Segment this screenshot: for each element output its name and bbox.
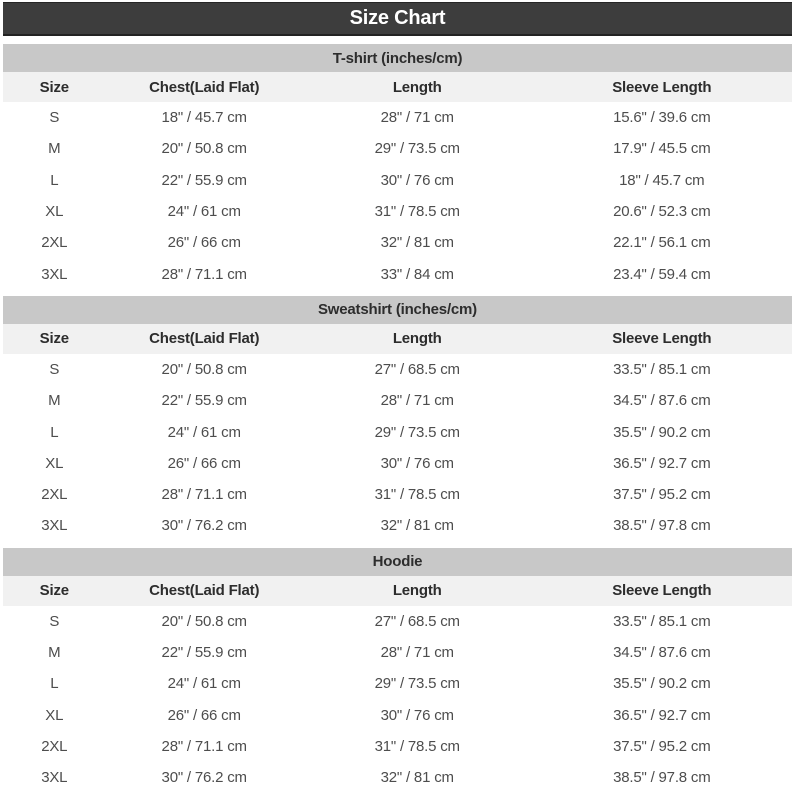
section-title-band bbox=[3, 44, 792, 72]
length-cell: 32" / 81 cm bbox=[380, 234, 454, 252]
length-cell: 27" / 68.5 cm bbox=[374, 360, 460, 378]
length-cell: 31" / 78.5 cm bbox=[374, 203, 460, 221]
chest-cell: 28" / 71.1 cm bbox=[161, 486, 247, 504]
table-row bbox=[3, 133, 792, 164]
chest-cell: 26" / 66 cm bbox=[167, 234, 241, 252]
chest-cell: 28" / 71.1 cm bbox=[161, 265, 247, 283]
table-row bbox=[3, 416, 792, 447]
sleeve-cell: 33.5" / 85.1 cm bbox=[613, 612, 711, 630]
length-cell: 28" / 71 cm bbox=[380, 644, 454, 661]
table-row bbox=[3, 227, 792, 258]
chest-cell: 24" / 61 cm bbox=[167, 203, 241, 221]
table-row bbox=[3, 731, 792, 762]
table-row bbox=[3, 102, 792, 133]
size-cell: L bbox=[50, 423, 59, 441]
chest-cell: 20" / 50.8 cm bbox=[161, 360, 247, 378]
sleeve-cell: 35.5" / 90.2 cm bbox=[613, 423, 711, 441]
size-table-section bbox=[3, 296, 792, 542]
size-table bbox=[3, 324, 792, 542]
length-cell: 27" / 68.5 cm bbox=[374, 612, 460, 630]
sleeve-cell: 38.5" / 97.8 cm bbox=[613, 517, 711, 535]
section-title: Sweatshirt (inches/cm) bbox=[318, 301, 477, 319]
table-row bbox=[3, 699, 792, 730]
chest-column-header: Chest(Laid Flat) bbox=[149, 582, 260, 600]
length-cell: 29" / 73.5 cm bbox=[374, 675, 460, 693]
page-title: Size Chart bbox=[349, 7, 446, 29]
sleeve-cell: 35.5" / 90.2 cm bbox=[613, 675, 711, 693]
section-title: Hoodie bbox=[372, 553, 423, 571]
size-cell: S bbox=[49, 612, 60, 630]
table-header-row bbox=[3, 72, 792, 102]
chest-column-header: Chest(Laid Flat) bbox=[149, 78, 260, 96]
section-title-band bbox=[3, 296, 792, 324]
chest-cell: 18" / 45.7 cm bbox=[161, 109, 247, 127]
chest-cell: 26" / 66 cm bbox=[167, 706, 241, 724]
section-title-band bbox=[3, 548, 792, 576]
chest-cell: 22" / 55.9 cm bbox=[161, 644, 247, 661]
table-row bbox=[3, 165, 792, 196]
sleeve-column-header: Sleeve Length bbox=[612, 330, 712, 348]
chest-column-header: Chest(Laid Flat) bbox=[149, 330, 260, 348]
table-row bbox=[3, 637, 792, 668]
table-header-row bbox=[3, 576, 792, 606]
length-column-header: Length bbox=[392, 582, 442, 600]
table-row bbox=[3, 448, 792, 479]
length-cell: 29" / 73.5 cm bbox=[374, 140, 460, 158]
size-column-header: Size bbox=[39, 582, 69, 600]
length-cell: 31" / 78.5 cm bbox=[374, 737, 460, 755]
chest-cell: 30" / 76.2 cm bbox=[161, 769, 247, 787]
sleeve-cell: 33.5" / 85.1 cm bbox=[613, 360, 711, 378]
sleeve-cell: 15.6" / 39.6 cm bbox=[613, 109, 711, 127]
chest-cell: 30" / 76.2 cm bbox=[161, 517, 247, 535]
size-table-section bbox=[3, 44, 792, 290]
chest-cell: 22" / 55.9 cm bbox=[161, 392, 247, 410]
table-row bbox=[3, 479, 792, 510]
size-cell: L bbox=[50, 171, 59, 189]
size-column-header: Size bbox=[39, 78, 69, 96]
size-table bbox=[3, 576, 792, 794]
sleeve-cell: 37.5" / 95.2 cm bbox=[613, 737, 711, 755]
table-row bbox=[3, 354, 792, 385]
size-cell: 2XL bbox=[41, 737, 68, 755]
size-cell: 2XL bbox=[41, 234, 68, 252]
sleeve-cell: 17.9" / 45.5 cm bbox=[613, 140, 711, 158]
sleeve-cell: 18" / 45.7 cm bbox=[619, 171, 705, 189]
sleeve-cell: 37.5" / 95.2 cm bbox=[613, 486, 711, 504]
size-cell: S bbox=[49, 109, 60, 127]
table-header-row bbox=[3, 324, 792, 354]
size-cell: XL bbox=[45, 454, 64, 472]
sleeve-cell: 22.1" / 56.1 cm bbox=[613, 234, 711, 252]
chest-cell: 26" / 66 cm bbox=[167, 454, 241, 472]
size-column-header: Size bbox=[39, 330, 69, 348]
chest-cell: 24" / 61 cm bbox=[167, 423, 241, 441]
sleeve-cell: 20.6" / 52.3 cm bbox=[613, 203, 711, 221]
size-cell: XL bbox=[45, 706, 64, 724]
sleeve-column-header: Sleeve Length bbox=[612, 78, 712, 96]
length-cell: 30" / 76 cm bbox=[380, 171, 454, 189]
sections-container bbox=[3, 44, 792, 793]
section-title: T-shirt (inches/cm) bbox=[332, 49, 463, 67]
sleeve-cell: 34.5" / 87.6 cm bbox=[613, 644, 711, 661]
table-row bbox=[3, 606, 792, 637]
length-cell: 32" / 81 cm bbox=[380, 769, 454, 787]
table-row bbox=[3, 668, 792, 699]
size-cell: 2XL bbox=[41, 486, 68, 504]
length-cell: 31" / 78.5 cm bbox=[374, 486, 460, 504]
size-cell: 3XL bbox=[41, 769, 68, 787]
table-row bbox=[3, 762, 792, 793]
length-cell: 28" / 71 cm bbox=[380, 392, 454, 410]
table-row bbox=[3, 196, 792, 227]
sleeve-column-header: Sleeve Length bbox=[612, 582, 712, 600]
chest-cell: 20" / 50.8 cm bbox=[161, 140, 247, 158]
chest-cell: 20" / 50.8 cm bbox=[161, 612, 247, 630]
length-cell: 30" / 76 cm bbox=[380, 706, 454, 724]
size-cell: XL bbox=[45, 203, 64, 221]
sleeve-cell: 36.5" / 92.7 cm bbox=[613, 454, 711, 472]
table-row bbox=[3, 258, 792, 289]
length-column-header: Length bbox=[392, 78, 442, 96]
sleeve-cell: 34.5" / 87.6 cm bbox=[613, 392, 711, 410]
size-cell: M bbox=[48, 140, 61, 158]
sleeve-cell: 38.5" / 97.8 cm bbox=[613, 769, 711, 787]
sleeve-cell: 23.4" / 59.4 cm bbox=[613, 265, 711, 283]
length-cell: 29" / 73.5 cm bbox=[374, 423, 460, 441]
size-cell: 3XL bbox=[41, 265, 68, 283]
size-table-section bbox=[3, 548, 792, 794]
length-cell: 32" / 81 cm bbox=[380, 517, 454, 535]
length-cell: 30" / 76 cm bbox=[380, 454, 454, 472]
sleeve-cell: 36.5" / 92.7 cm bbox=[613, 706, 711, 724]
length-cell: 28" / 71 cm bbox=[380, 109, 454, 127]
length-cell: 33" / 84 cm bbox=[380, 265, 454, 283]
table-row bbox=[3, 385, 792, 416]
chest-cell: 22" / 55.9 cm bbox=[161, 171, 247, 189]
size-table bbox=[3, 72, 792, 290]
chest-cell: 28" / 71.1 cm bbox=[161, 737, 247, 755]
size-cell: L bbox=[50, 675, 59, 693]
chest-cell: 24" / 61 cm bbox=[167, 675, 241, 693]
length-column-header: Length bbox=[392, 330, 442, 348]
size-cell: M bbox=[48, 392, 61, 410]
size-cell: S bbox=[49, 360, 60, 378]
page-title-bar bbox=[3, 2, 792, 36]
size-cell: 3XL bbox=[41, 517, 68, 535]
table-row bbox=[3, 510, 792, 541]
size-cell: M bbox=[48, 644, 61, 661]
